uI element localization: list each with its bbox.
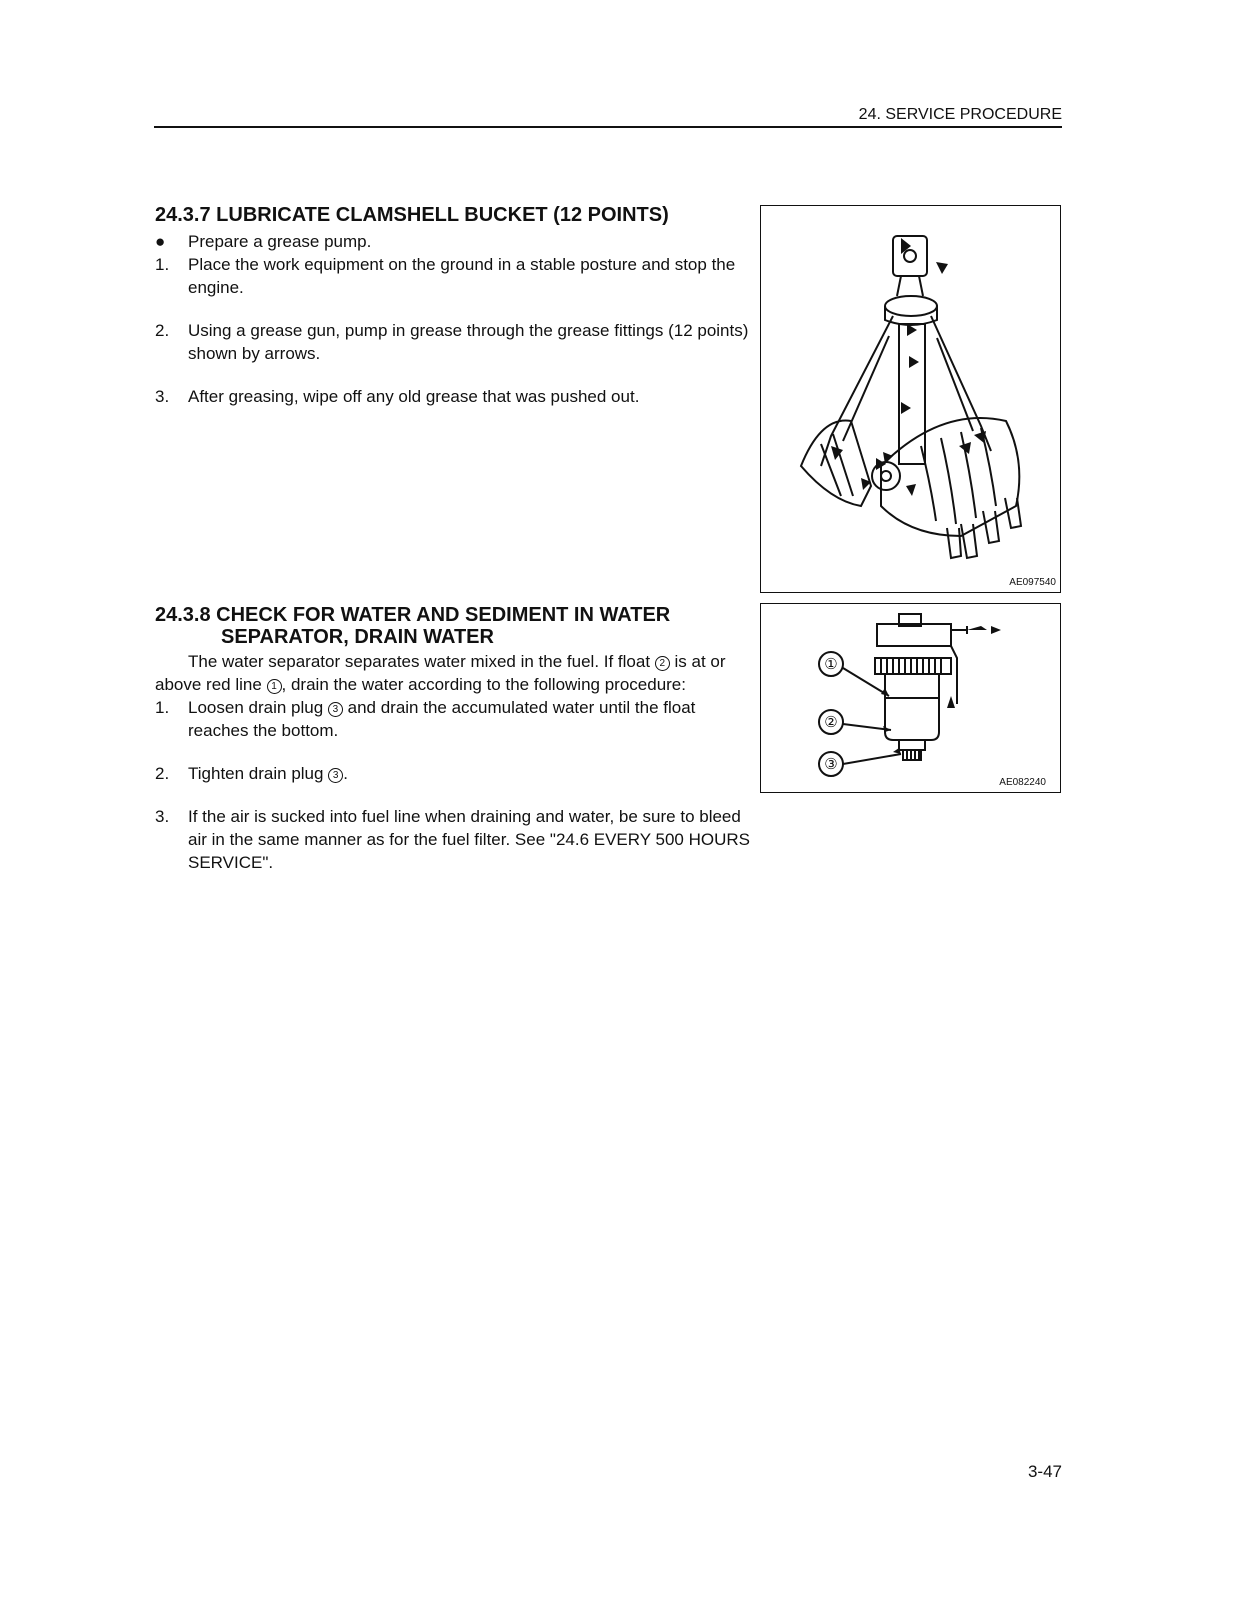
header-rule [154,126,1062,128]
section-lubricate-clamshell [155,204,755,408]
water-separator-illustration [761,604,1060,792]
step-text: Tighten drain plug [188,764,329,783]
intro-text: is at or above red line [155,652,726,694]
step-item [155,805,755,874]
water-separator-figure [760,603,1061,793]
intro-text: , drain the water according to the following procedure: [281,675,686,694]
step-text: If the air is sucked into fuel line when draining and water, be sure to bleed air in the same manner as for the fuel filter. See "24.6 EVERY 500 HOURS SERVICE". [188,807,750,872]
step-number: 2. [155,321,170,340]
section-title: 24.3.7 LUBRICATE CLAMSHELL BUCKET (12 POINTS) [155,204,669,226]
intro-text: The water separator separates water mixed in the fuel. If float [188,652,655,671]
bullet-item [155,230,755,253]
separator-label-2: ② [824,714,838,731]
step-number: 3. [155,387,170,406]
step-number: 2. [155,764,170,783]
step-text: Loosen drain plug [188,698,328,717]
clamshell-bucket-figure [760,205,1061,593]
red-line-callout: 1 [267,679,282,694]
float-callout: 2 [655,656,670,671]
clamshell-bucket-illustration [761,206,1060,592]
step-text: and drain the accumulated water until the float reaches the bottom. [188,698,696,740]
separator-label-3: ③ [824,756,838,773]
drain-plug-callout: 3 [328,702,343,717]
step-text: Using a grease gun, pump in grease through the grease fittings (12 points) shown by arrows. [188,321,749,363]
bullet-icon: ● [155,232,166,251]
step-number: 1. [155,698,170,717]
separator-label-1: ① [824,656,838,673]
section-check-water-separator [155,604,755,874]
figure-code: AE097540 [1009,577,1056,588]
intro-paragraph [155,650,755,696]
step-text: After greasing, wipe off any old grease that was pushed out. [188,387,640,406]
step-text: . [343,764,348,783]
section-title [155,604,755,648]
step-item [155,696,755,742]
drain-plug-callout: 3 [328,768,343,783]
step-item [155,319,755,365]
step-text: Place the work equipment on the ground in a stable posture and stop the engine. [188,255,736,297]
page-number: 3-47 [1027,1462,1062,1481]
section-title-line2: SEPARATOR, DRAIN WATER [221,626,494,648]
step-number: 3. [155,807,170,826]
step-item [155,385,755,408]
running-header: 24. SERVICE PROCEDURE [858,106,1062,123]
figure-code: AE082240 [999,777,1046,788]
section-title-line1: 24.3.8 CHECK FOR WATER AND SEDIMENT IN WATER [155,604,671,626]
step-item [155,253,755,299]
step-item [155,762,755,785]
bullet-text: Prepare a grease pump. [188,232,372,251]
step-number: 1. [155,255,170,274]
